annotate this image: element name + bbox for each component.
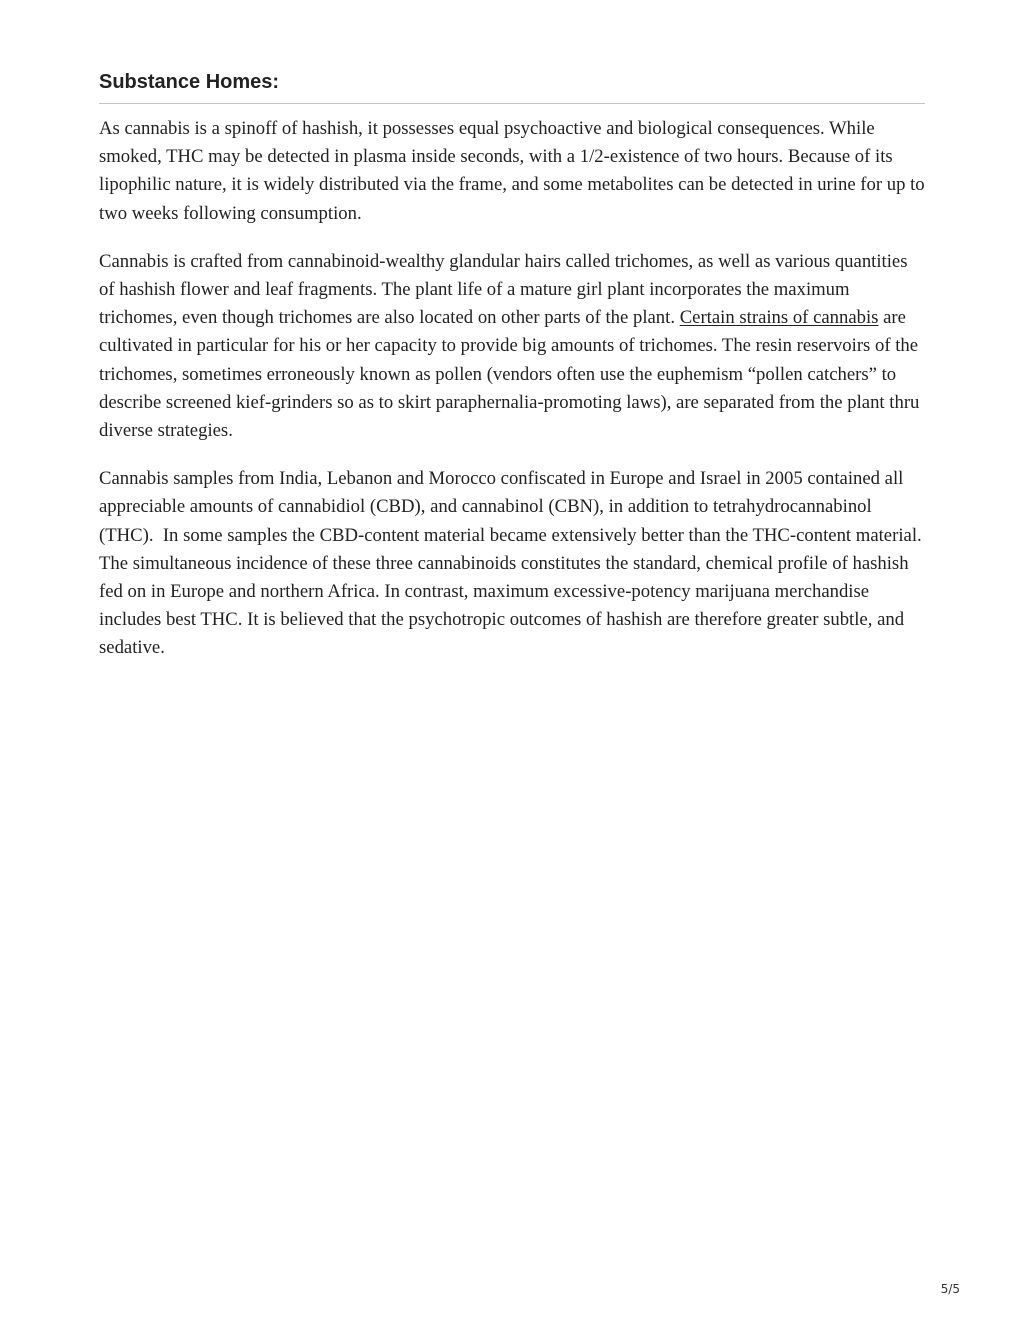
section-heading: Substance Homes:	[99, 71, 280, 93]
paragraph-2-text-after-link: are cultivated in particular for his or her capacity to provide big amounts of trichomes. The resin reservoirs of the trichomes, sometimes erroneously known as pollen (vendors often use the euphemism “pollen catchers” to describe screened kief-grinders so as to skirt paraphernalia-promoting laws), are separated from the plant thru diverse strategies.	[99, 307, 920, 442]
heading-divider	[99, 103, 925, 104]
paragraph-2	[99, 248, 925, 445]
page-number: 5/5	[940, 1282, 960, 1296]
paragraph-2-text-before-link: Cannabis is crafted from cannabinoid-wealthy glandular hairs called trichomes, as well as various quantities of hashish flower and leaf fragments. The plant life of a mature girl plant incorporates the maximum trichomes, even though trichomes are also located on other parts of the plant.	[99, 250, 908, 329]
paragraph-3: Cannabis samples from India, Lebanon and Morocco confiscated in Europe and Israel in 2005 contained all appreciable amounts of cannabidiol (CBD), and cannabinol (CBN), in addition to tetrahydrocannabinol (THC). In some samples the CBD-content material became extensively better than the THC-content material. The simultaneous incidence of these three cannabinoids constitutes the standard, chemical profile of hashish fed on in Europe and northern Africa. In contrast, maximum excessive-potency marijuana merchandise includes best THC. It is believed that the psychotropic outcomes of hashish are therefore greater subtle, and sedative.	[99, 468, 922, 659]
strains-of-cannabis-link[interactable]: Certain strains of cannabis	[679, 307, 879, 329]
article-page	[99, 68, 925, 683]
paragraph-1: As cannabis is a spinoff of hashish, it possesses equal psychoactive and biological consequences. While smoked, THC may be detected in plasma inside seconds, with a 1/2-existence of two hours. Because of its lipophilic nature, it is widely distributed via the frame, and some metabolites can be detected in urine for up to two weeks following consumption.	[99, 118, 925, 224]
